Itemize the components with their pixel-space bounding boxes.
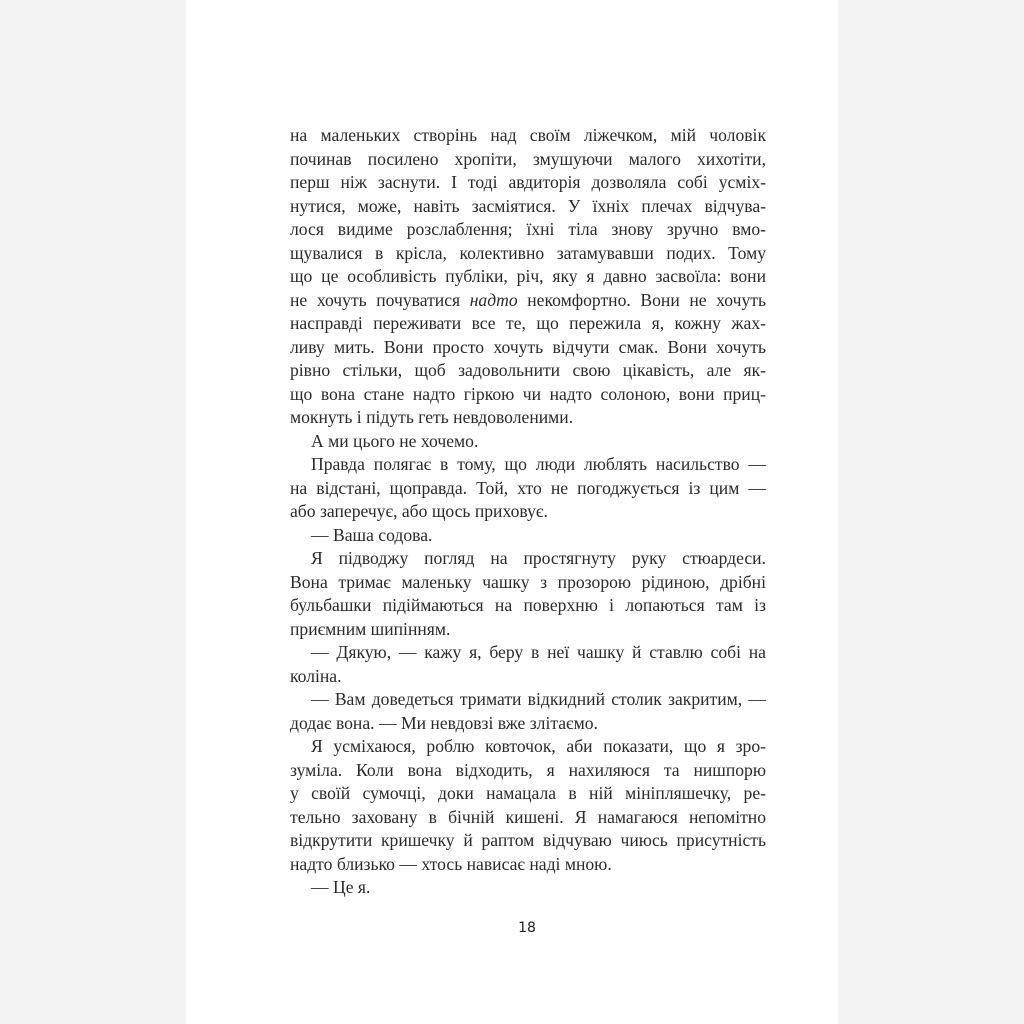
text-line bbox=[290, 406, 766, 430]
text-segment: тельно заховану в бічній кишені. Я намагаюся непомітно bbox=[290, 806, 766, 827]
text-line bbox=[290, 171, 766, 195]
text-line bbox=[290, 876, 766, 900]
text-segment: рівно стільки, щоб задовольнити свою цікавість, але як- bbox=[290, 360, 766, 380]
text-line bbox=[290, 477, 766, 501]
emphasized-text: надто bbox=[469, 289, 518, 310]
text-line bbox=[290, 312, 766, 336]
text-segment: некомфортно. Вони не хочуть bbox=[517, 289, 766, 310]
text-segment: — Вам доведеться тримати відкидний столик закритим, — bbox=[311, 689, 766, 709]
text-segment: на відстані, щоправда. Той, хто не погоджується із цим — bbox=[290, 477, 766, 498]
text-segment: додає вона. — Ми невдовзі вже злітаємо. bbox=[290, 712, 598, 733]
text-line bbox=[290, 124, 766, 148]
text-segment: що це особливість публіки, річ, яку я давно засвоїла: вони bbox=[290, 266, 766, 286]
text-line bbox=[290, 148, 766, 172]
text-segment: — Дякую, — кажу я, беру в неї чашку й ставлю собі на bbox=[311, 642, 766, 662]
text-segment: зуміла. Коли вона відходить, я нахиляюся та нишпорю bbox=[290, 759, 766, 780]
text-line bbox=[290, 618, 766, 642]
text-segment: Вона тримає маленьку чашку з прозорою рідиною, дрібні bbox=[290, 571, 766, 592]
text-line bbox=[290, 242, 766, 266]
text-line bbox=[290, 218, 766, 242]
text-line bbox=[290, 547, 766, 571]
text-segment: у своїй сумочці, доки намацала в ній мініпляшечку, ре- bbox=[290, 783, 766, 803]
text-line bbox=[290, 336, 766, 360]
text-line bbox=[290, 359, 766, 383]
text-line bbox=[290, 594, 766, 618]
text-segment: починав посилено хропіти, змушуючи малого хихотіти, bbox=[290, 148, 766, 169]
text-segment: перш ніж заснути. І тоді авдиторія дозволяла собі усміх- bbox=[290, 172, 766, 192]
text-line bbox=[290, 289, 766, 313]
text-line bbox=[290, 806, 766, 830]
text-segment: нутися, може, навіть засміятися. У їхніх плечах відчува- bbox=[290, 195, 766, 216]
text-segment: коліна. bbox=[290, 665, 342, 686]
text-segment: насправді переживати все те, що пережила я, кожну жах- bbox=[290, 313, 766, 333]
text-segment: — Ваша содова. bbox=[311, 524, 433, 545]
text-segment: відкрутити кришечку й раптом відчуваю чиюсь присутність bbox=[290, 830, 766, 850]
text-line bbox=[290, 453, 766, 477]
text-line bbox=[290, 500, 766, 524]
text-line bbox=[290, 430, 766, 454]
text-segment: мокнуть і підуть геть невдоволеними. bbox=[290, 407, 574, 427]
text-segment: не хочуть почуватися bbox=[290, 289, 470, 310]
text-line bbox=[290, 265, 766, 289]
text-segment: Я підводжу погляд на простягнуту руку стюардеси. bbox=[311, 548, 766, 568]
text-line bbox=[290, 782, 766, 806]
text-line bbox=[290, 735, 766, 759]
page-number: 18 bbox=[518, 920, 536, 936]
text-line bbox=[290, 383, 766, 407]
text-segment: що вона стане надто гіркою чи надто солоною, вони приц- bbox=[290, 383, 766, 404]
text-segment: лося видиме розслаблення; їхні тіла знову зручно вмо- bbox=[290, 219, 766, 239]
text-line bbox=[290, 641, 766, 665]
text-segment: Я усміхаюся, роблю ковточок, аби показати, що я зро- bbox=[311, 736, 766, 756]
text-segment: надто близько — хтось нависає наді мною. bbox=[290, 853, 612, 874]
text-segment: щувалися в крісла, колективно затамувавши подих. Тому bbox=[290, 242, 766, 263]
text-line bbox=[290, 829, 766, 853]
text-line bbox=[290, 524, 766, 548]
text-segment: приємним шипінням. bbox=[290, 618, 451, 639]
text-segment: ливу мить. Вони просто хочуть відчути смак. Вони хочуть bbox=[290, 336, 766, 357]
text-segment: або заперечує, або щось приховує. bbox=[290, 501, 548, 521]
text-line bbox=[290, 195, 766, 219]
text-line bbox=[290, 759, 766, 783]
text-segment: — Це я. bbox=[311, 877, 371, 897]
text-line bbox=[290, 853, 766, 877]
text-line bbox=[290, 571, 766, 595]
text-segment: А ми цього не хочемо. bbox=[311, 430, 479, 451]
text-line bbox=[290, 688, 766, 712]
text-line bbox=[290, 712, 766, 736]
text-segment: бульбашки підіймаються на поверхню і лопаються там із bbox=[290, 595, 766, 615]
text-segment: Правда полягає в тому, що люди люблять насильство — bbox=[311, 454, 766, 474]
text-line bbox=[290, 665, 766, 689]
text-segment: на маленьких створінь над своїм ліжечком, мій чоловік bbox=[290, 125, 766, 145]
page-body-text bbox=[290, 124, 766, 900]
